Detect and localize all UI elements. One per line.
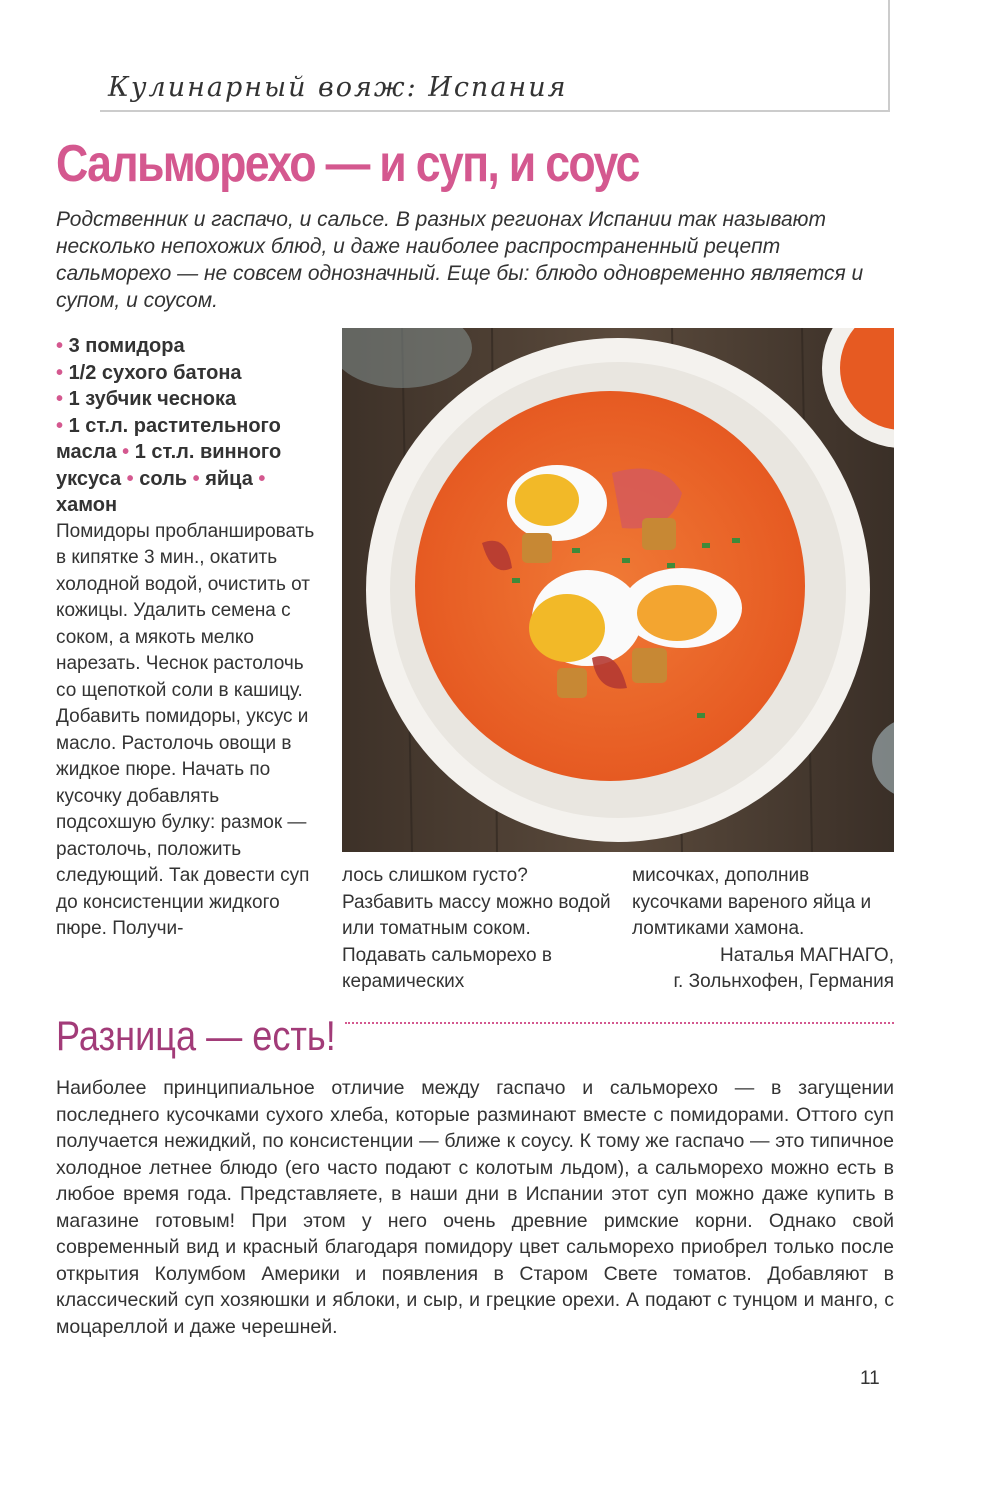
article-lead: Родственник и гаспачо, и сальсе. В разных регионах Испании так называют несколько непохожих блюд, и даже наиболее распространенный рецепт сальморехо — не совсем однозначный. Еще бы: блюдо одновременно является и супом, и соусом. — [56, 208, 864, 312]
section-title: Кулинарный вояж: Испания — [108, 72, 568, 103]
author-name: Наталья МАГНАГО, — [720, 944, 894, 966]
ingredient: 1 ст.л. растительного масла — [56, 414, 281, 463]
article-title: Сальморехо — и суп, и соус — [56, 135, 639, 193]
ingredients-list: • 3 помидора • 1/2 сухого батона • 1 зубчик чеснока • 1 ст.л. растительного масла • 1 ст.л. винного уксуса • соль • яйца • хамон — [56, 335, 282, 516]
ingredient: 3 помидора — [68, 335, 185, 357]
page-number: 11 — [860, 1368, 880, 1389]
recipe-column-2: лось слишком густо? Разбавить массу можно водой или томатным соком. Подавать сальморехо в керамических — [342, 865, 611, 992]
difference-heading: Разница — есть! — [56, 1012, 336, 1059]
dotted-divider — [345, 1022, 894, 1024]
recipe-column-3 — [632, 863, 894, 996]
author-city: г. Зольнхофен, Германия — [673, 971, 894, 992]
ingredient: яйца — [205, 467, 253, 490]
ingredient: 1 зубчик чеснока — [68, 388, 237, 410]
ingredient: 1/2 сухого батона — [68, 361, 242, 384]
soup-photo — [342, 328, 894, 852]
recipe-text-3: мисочках, дополнив кусочками вареного яйца и ломтиками хамона. — [632, 865, 872, 939]
difference-text: Наиболее принципиальное отличие между гаспачо и сальморехо — в загущении последнего кусочками сухого хлеба, которые разминают вместе с помидорами. Оттого суп получается нежидкий, по консистенции — ближе к соусу. К тому же гаспачо — это типичное холодное летнее блюдо (его часто подают с колотым льдом), а сальморехо можно есть в любое время года. Представляете, в наши дни в Испании этот суп можно даже купить в магазине готовым! При этом у него очень древние римские корни. Однако свой современный вид и красный благодаря помидору цвет сальморехо приобрел только после открытия Колумбом Америки и появления в Старом Свете томатов. Добавляют в классический суп хозяюшки и яблоки, и сыр, и грецкие орехи. А подают с тунцом и манго, с моцареллой и даже черешней. — [56, 1077, 894, 1338]
ingredient: хамон — [56, 494, 118, 516]
ingredient: соль — [139, 467, 188, 490]
ingredient: 1 ст.л. винного уксуса — [56, 441, 282, 490]
recipe-text-1: Помидоры пробланшировать в кипятке 3 мин., окатить холодной водой, очистить от кожицы. Удалить семена с соком, а мякоть мелко нарезать. Чеснок растолочь со щепоткой соли в кашицу. Добавить помидоры, уксус и масло. Растолочь овощи в жидкое пюре. Начать по кусочку добавлять подсохшую булку: размок — растолочь, положить следующий. Так довести суп до консистенции жидкого пюре. Получи- — [56, 520, 315, 939]
recipe-column-1 — [56, 333, 324, 943]
